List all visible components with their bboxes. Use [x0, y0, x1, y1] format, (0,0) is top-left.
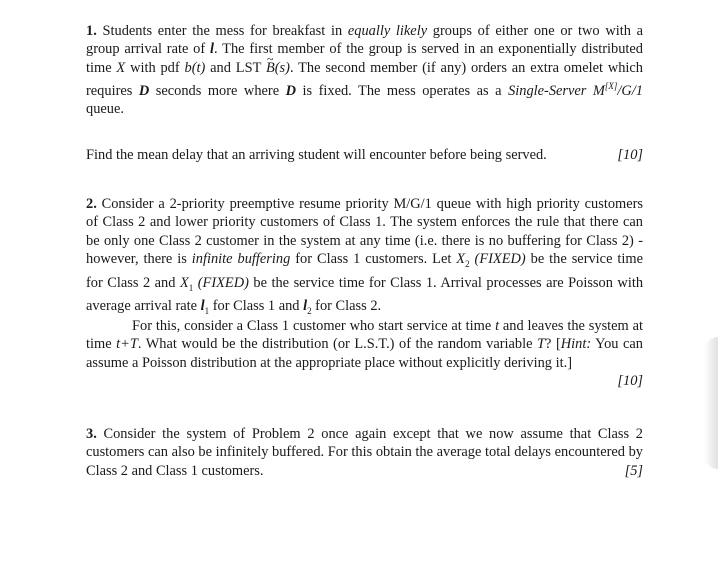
problem-1-marks: [10]	[617, 147, 643, 163]
problem-1-statement: 1. Students enter the mess for breakfast in equally likely groups of either one or two with a group arrival rate of l. The first member of the group is served in an exponentially distributed time X with pdf b(t) and LST ~ B(s). The second member (if any) orders an extra omelet which requires D seconds more where D is fixed. The mess operates as a Single-Server M[X]/G/1 queue.	[86, 22, 643, 119]
problem-3-number: 3.	[86, 426, 97, 442]
side-scroll-shadow	[704, 337, 718, 469]
problem-1-question: [10] Find the mean delay that an arriving student will encounter before being served.	[86, 147, 643, 163]
lst-b-tilde: ~ B(s)	[266, 59, 290, 77]
problem-2-number: 2.	[86, 196, 97, 212]
problem-3-marks: [5]	[624, 462, 643, 479]
problem-2-marks: [10]	[617, 373, 643, 390]
queue-notation: Single-Server M[X]/G/1	[508, 81, 643, 100]
problem-2-question: For this, consider a Class 1 customer who start service at time t and leaves the system at time t+T. What would be the distribution (or L.S.T.) of the random variable T? [Hint: You can assume a Poisson distribution at the appropriate place without explicitly deriving it.] [10]	[86, 318, 643, 390]
problem-2-statement: 2. Consider a 2-priority preemptive resume priority M/G/1 queue with high priority customers of Class 2 and lower priority customers of Class 1. The system enforces the rule that there can be only one Class 2 customer in the system at any time (i.e. there is no buffering for Class 2) - however, there is infinite buffering for Class 1 customers. Let $X_2$ (FIXED) be the service time for Class 2 and $X_1$ (FIXED) be the service time for Class 1. Arrival processes are Poisson with average arrival rate $l_1$ for Class 1 and $l_2$ for Class 2.	[86, 196, 644, 316]
problem-3-statement: 3. Consider the system of Problem 2 once again except that we now assume that Class 2 customers can also be infinitely buffered. For this obtain the average total delays encountered by Class 2 and Class 1 customers. [5]	[86, 426, 643, 479]
problem-1-number: 1.	[86, 23, 97, 39]
